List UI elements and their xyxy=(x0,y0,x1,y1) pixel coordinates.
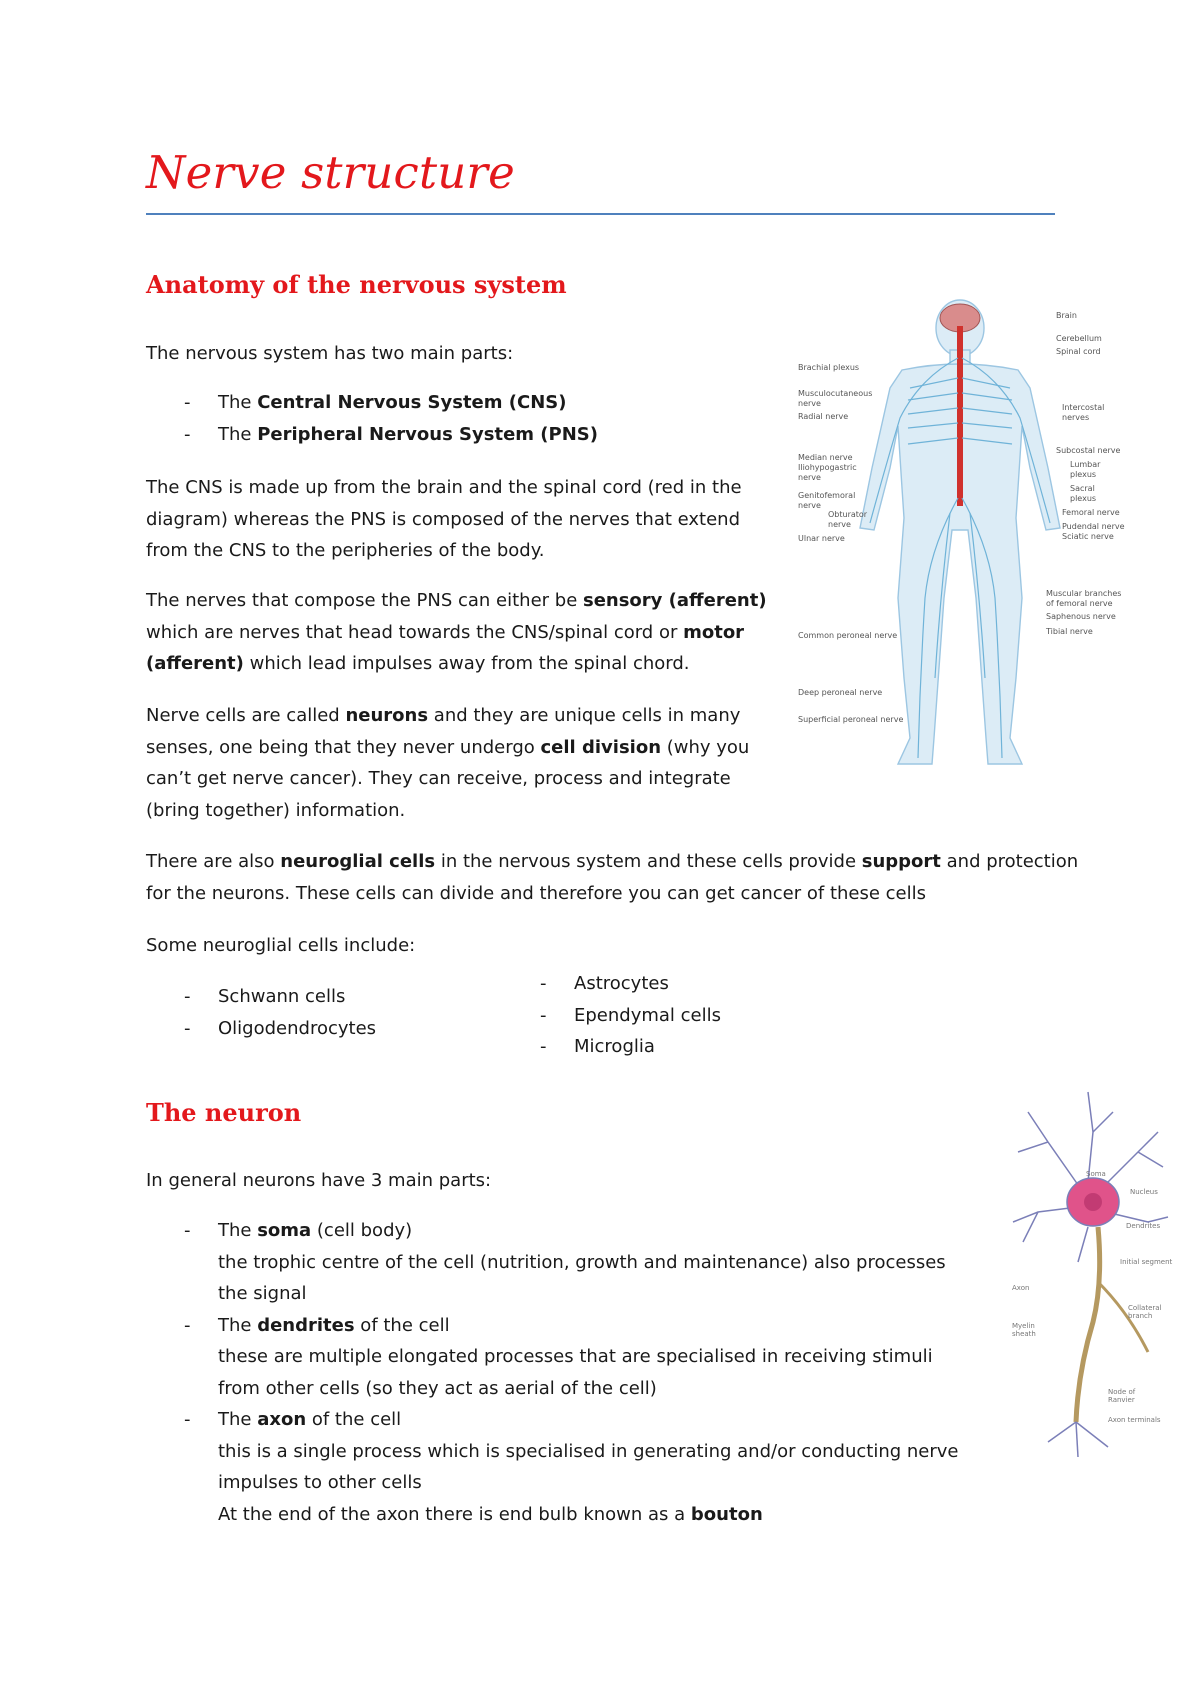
label-lumbar: Lumbar xyxy=(1070,460,1101,469)
paragraph-cns: The CNS is made up from the brain and the spinal cord (red in the diagram) whereas the PNS is composed of the nerves that extend from the CNS to the peripheries of the body. xyxy=(146,477,742,561)
label-subcostal: Subcostal nerve xyxy=(1056,446,1121,455)
label-obturator-2: nerve xyxy=(828,520,851,529)
list-item-dendrites: - The dendrites of the cell these are multiple elongated processes that are specialised in receiving stimuli from other cells (so they act as aerial of the cell) xyxy=(146,1310,958,1405)
label-sacral: Sacral xyxy=(1070,484,1095,493)
label-brain: Brain xyxy=(1056,311,1077,320)
label-iliohypogastric-2: nerve xyxy=(798,473,821,482)
paragraph-neuroglia: There are also neuroglial cells in the nervous system and these cells provide support and protection for the neurons. These cells can divide and therefore you can get cancer of these cells xyxy=(146,851,1079,904)
label-sciatic: Sciatic nerve xyxy=(1062,532,1114,541)
label-cerebellum: Cerebellum xyxy=(1056,334,1102,343)
paragraph-pns: The nerves that compose the PNS can either be sensory (afferent) which are nerves that head towards the CNS/spinal cord or motor (afferent) which lead impulses away from the spinal chord. xyxy=(146,590,767,674)
label-sacral-2: plexus xyxy=(1070,494,1097,503)
label-femoral: Femoral nerve xyxy=(1062,508,1120,517)
title-underline xyxy=(146,213,1055,215)
label-superficial-peroneal: Superficial peroneal nerve xyxy=(798,715,904,724)
page-title: Nerve structure xyxy=(146,146,515,199)
label-lumbar-2: plexus xyxy=(1070,470,1097,479)
label-node: Node of xyxy=(1108,1388,1136,1396)
right-labels xyxy=(1045,311,1125,636)
label-musculocutaneous-2: nerve xyxy=(798,399,821,408)
label-myelin: Myelin xyxy=(1012,1322,1035,1330)
anatomy-intro: The nervous system has two main parts: xyxy=(146,343,514,364)
list-item: - Schwann cells xyxy=(146,981,376,1013)
list-item: - Astrocytes xyxy=(502,968,721,1000)
list-item-axon: - The axon of the cell this is a single process which is specialised in generating and/or conducting nerve impulses to other cells At the end of the axon there is end bulb known as a bouton xyxy=(146,1404,958,1530)
label-genitofemoral: Genitofemoral xyxy=(798,491,856,500)
label-ulnar: Ulnar nerve xyxy=(798,534,845,543)
glia-list-right xyxy=(502,968,721,1063)
label-pudendal: Pudendal nerve xyxy=(1062,522,1125,531)
label-collateral-2: branch xyxy=(1128,1312,1153,1320)
label-intercostal: Intercostal xyxy=(1062,403,1105,412)
label-axon: Axon xyxy=(1012,1284,1030,1292)
label-saphenous: Saphenous nerve xyxy=(1046,612,1116,621)
label-initial-segment: Initial segment xyxy=(1120,1258,1173,1266)
label-muscular-branches-2: of femoral nerve xyxy=(1046,599,1113,608)
label-axon-terminals: Axon terminals xyxy=(1108,1416,1161,1424)
nucleus-shape xyxy=(1084,1193,1102,1211)
label-obturator: Obturator xyxy=(828,510,868,519)
label-radial: Radial nerve xyxy=(798,412,849,421)
list-item: - Oligodendrocytes xyxy=(146,1013,376,1045)
list-item: - Ependymal cells xyxy=(502,1000,721,1032)
label-muscular-branches: Muscular branches xyxy=(1046,589,1122,598)
label-node-2: Ranvier xyxy=(1108,1396,1135,1404)
glia-list-left xyxy=(146,981,376,1044)
label-soma: Soma xyxy=(1086,1170,1106,1178)
section-heading-anatomy: Anatomy of the nervous system xyxy=(146,270,567,299)
list-item: - The Central Nervous System (CNS) xyxy=(146,387,786,419)
parts-list xyxy=(146,387,786,450)
label-median: Median nerve xyxy=(798,453,853,462)
glia-intro: Some neuroglial cells include: xyxy=(146,935,416,956)
label-common-peroneal: Common peroneal nerve xyxy=(798,631,898,640)
label-brachial: Brachial plexus xyxy=(798,363,860,372)
label-genitofemoral-2: nerve xyxy=(798,501,821,510)
list-item-soma: - The soma (cell body) the trophic centre of the cell (nutrition, growth and maintenance) also processes the signal xyxy=(146,1215,958,1310)
list-item: - Microglia xyxy=(502,1031,721,1063)
label-myelin-2: sheath xyxy=(1012,1330,1036,1338)
label-collateral: Collateral xyxy=(1128,1304,1162,1312)
label-iliohypogastric: Iliohypogastric xyxy=(798,463,857,472)
label-dendrites: Dendrites xyxy=(1126,1222,1161,1230)
label-intercostal-2: nerves xyxy=(1062,413,1090,422)
nervous-system-diagram xyxy=(790,298,1140,788)
paragraph-neurons: Nerve cells are called neurons and they are unique cells in many senses, one being that they never undergo cell division (why you can’t get nerve cancer). They can receive, process and integrate (bring together) information. xyxy=(146,705,750,821)
label-tibial: Tibial nerve xyxy=(1046,627,1093,636)
label-musculocutaneous: Musculocutaneous xyxy=(798,389,873,398)
spinal-cord-shape xyxy=(957,326,963,506)
section-heading-neuron: The neuron xyxy=(146,1098,302,1127)
neuron-parts-list xyxy=(146,1215,958,1530)
neuron-diagram xyxy=(1008,1082,1173,1462)
neuron-intro: In general neurons have 3 main parts: xyxy=(146,1170,492,1191)
list-item: - The Peripheral Nervous System (PNS) xyxy=(146,419,786,451)
label-deep-peroneal: Deep peroneal nerve xyxy=(798,688,883,697)
terminal-lines xyxy=(1048,1422,1108,1457)
label-nucleus: Nucleus xyxy=(1130,1188,1158,1196)
label-spinal-cord: Spinal cord xyxy=(1056,347,1101,356)
